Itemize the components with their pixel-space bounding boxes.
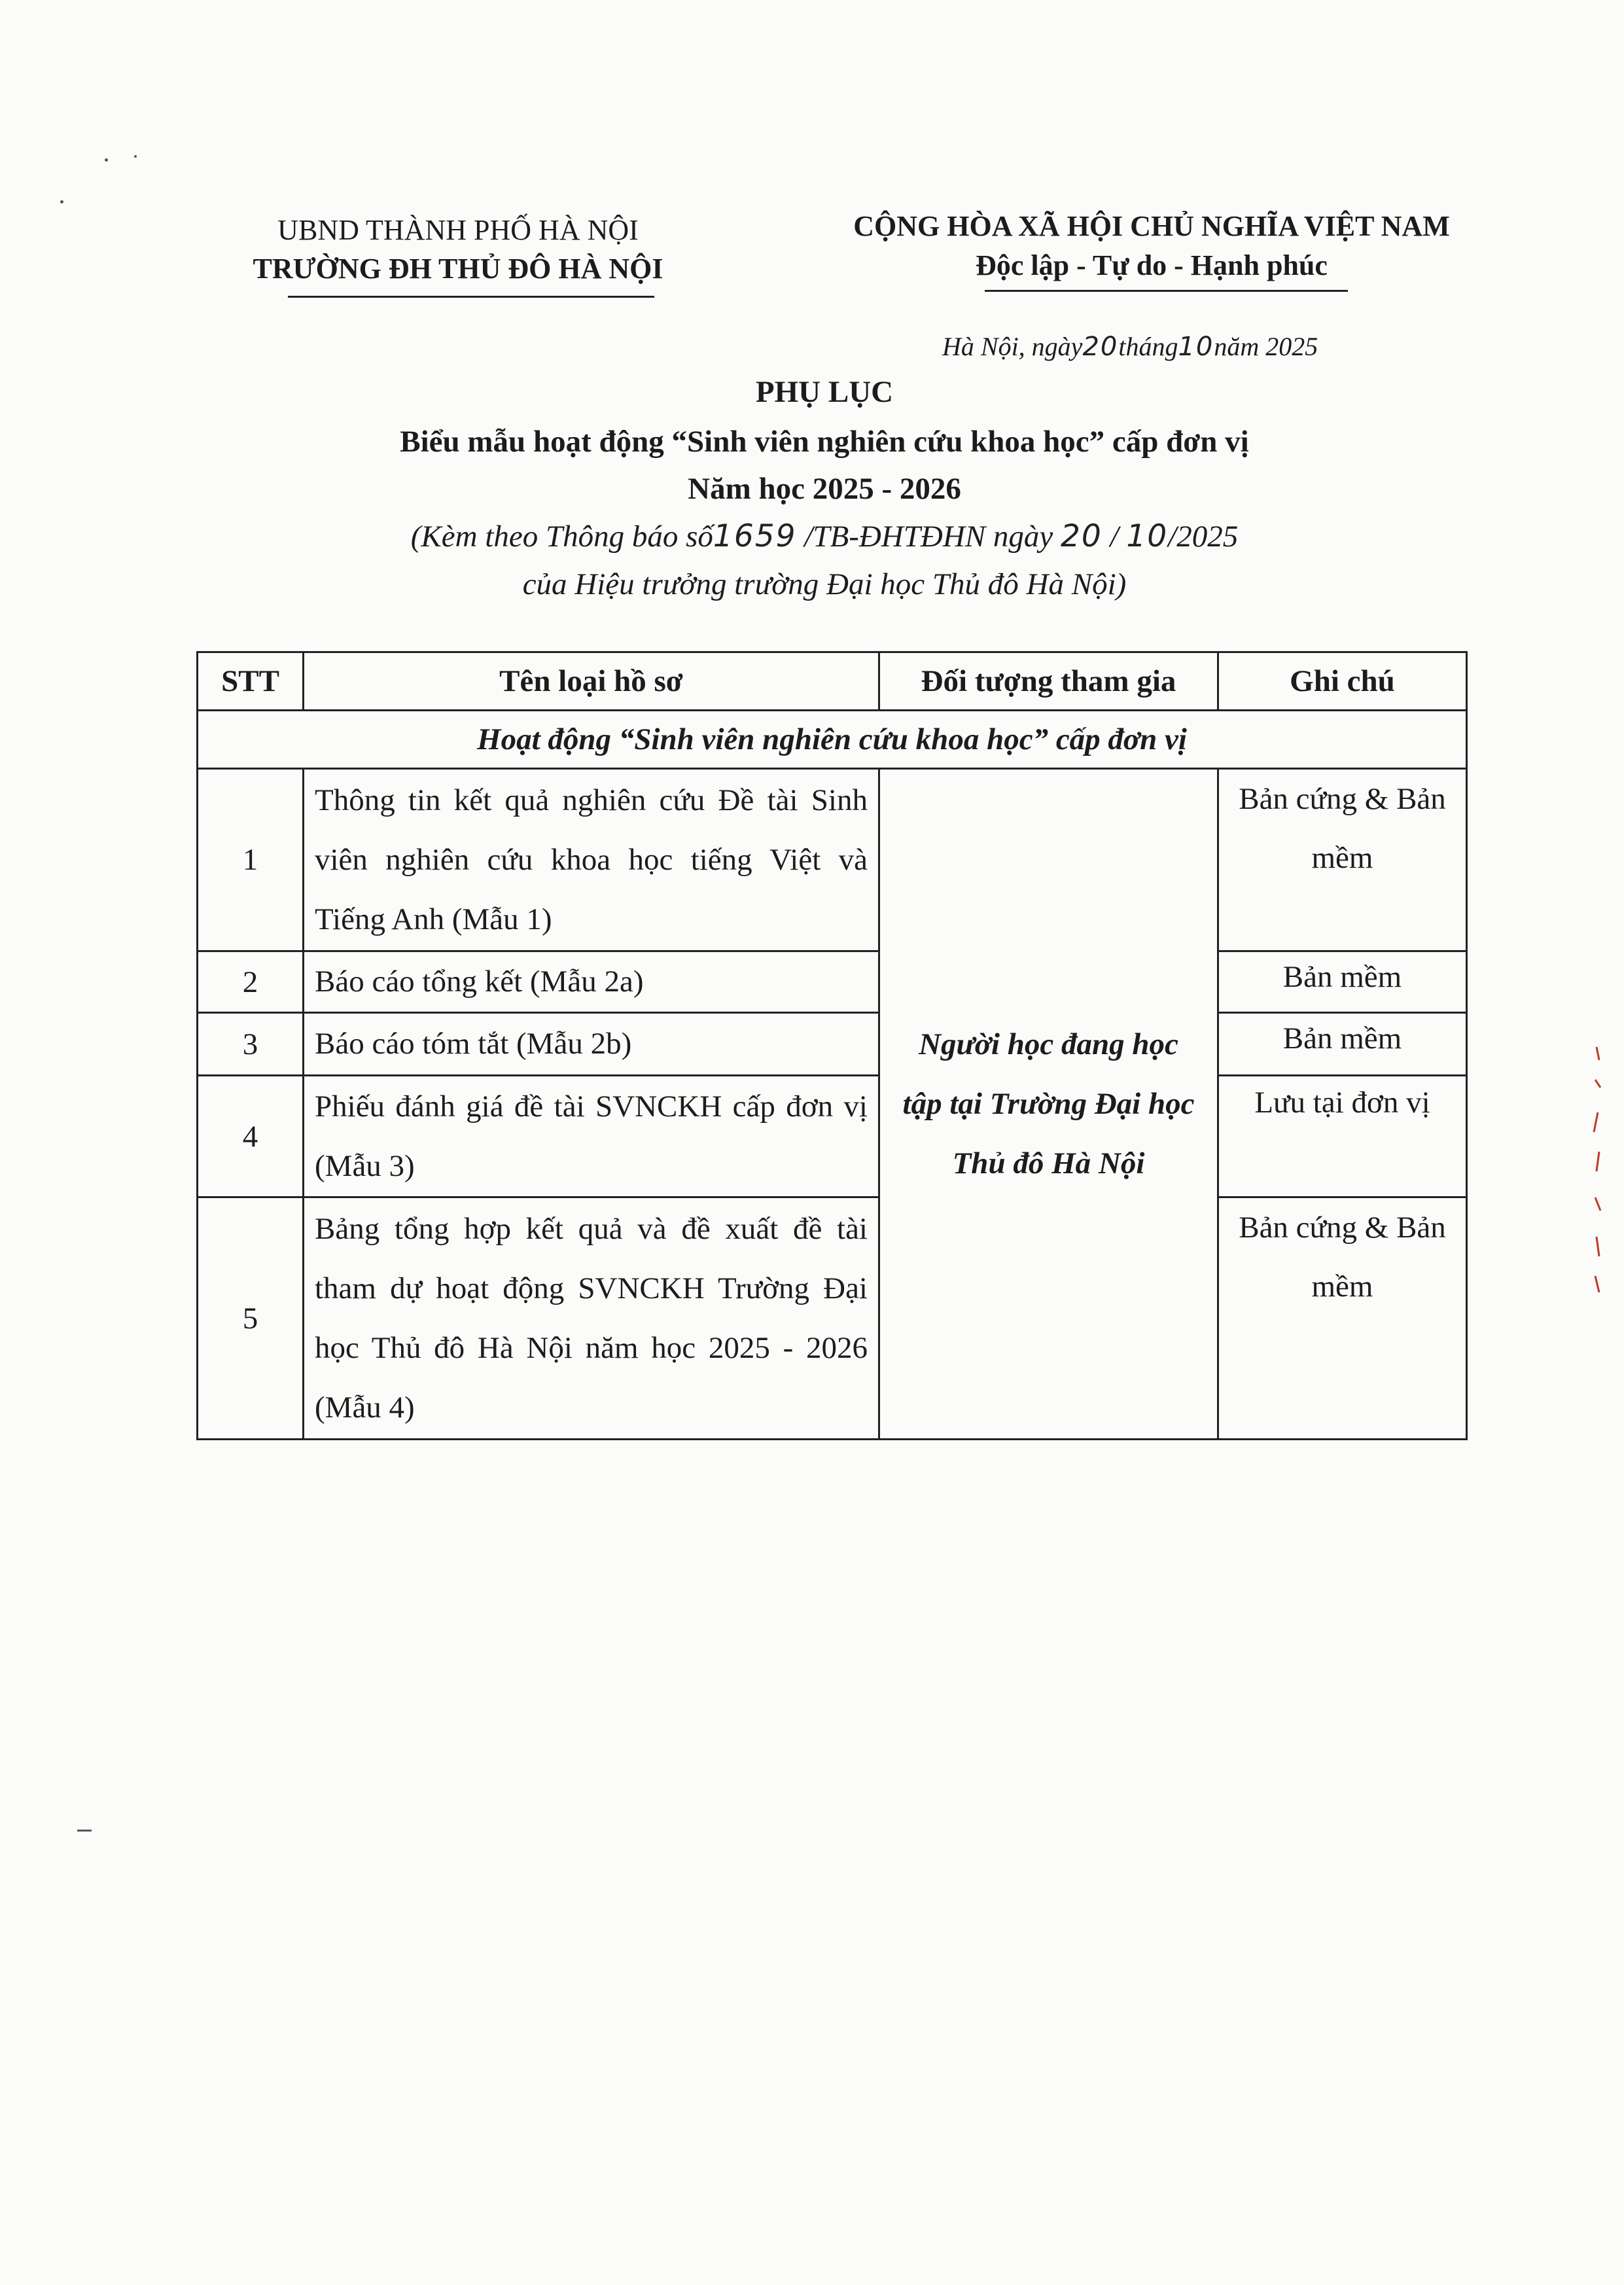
date-year-label: năm 2025: [1214, 332, 1318, 361]
section-row: [198, 711, 1467, 769]
header-left-underline: [288, 296, 654, 298]
header-name: Tên loại hồ sơ: [304, 652, 879, 711]
attachment-slash: /: [1110, 520, 1119, 554]
row-name: Phiếu đánh giá đề tài SVNCKH cấp đơn vị (Mẫu 3): [304, 1076, 879, 1197]
target-audience: Người học đang học tập tại Trường Đại học Thủ đô Hà Nội: [879, 769, 1218, 1440]
row-name: Báo cáo tóm tắt (Mẫu 2b): [304, 1013, 879, 1076]
row-note: Bản cứng & Bản mềm: [1218, 769, 1467, 951]
header-motto: Độc lập - Tự do - Hạnh phúc: [976, 249, 1328, 281]
row-stt: 5: [198, 1197, 304, 1440]
attachment-note: [0, 518, 1624, 554]
header-stt: STT: [198, 652, 304, 711]
row-note: Bản cứng & Bản mềm: [1218, 1197, 1467, 1440]
row-name: Thông tin kết quả nghiên cứu Đề tài Sinh viên nghiên cứu khoa học tiếng Việt và Tiếng Anh (Mẫu 1): [304, 769, 879, 951]
attachment-part3: /2025: [1168, 520, 1239, 554]
document-subtitle: Biểu mẫu hoạt động “Sinh viên nghiên cứu khoa học” cấp đơn vị: [400, 425, 1249, 459]
attachment-part1: (Kèm theo Thông báo số: [410, 520, 713, 554]
row-name: Báo cáo tổng kết (Mẫu 2a): [304, 951, 879, 1013]
header-right: [805, 206, 1498, 285]
table-header-row: [198, 652, 1467, 711]
attachment-issuer: của Hiệu trưởng trường Đại học Thủ đô Hà Nội): [522, 567, 1127, 601]
table-row: [198, 951, 1467, 1013]
row-note: Bản mềm: [1218, 951, 1467, 1013]
scan-speck: [60, 200, 63, 204]
table-row: [198, 769, 1467, 951]
date-line: [942, 331, 1318, 362]
red-stamp-edge-mark: [1583, 1040, 1606, 1296]
table-row: [198, 1197, 1467, 1440]
scan-speck: [105, 158, 108, 162]
header-right-underline: [985, 290, 1348, 292]
row-name: Bảng tổng hợp kết quả và đề xuất đề tài tham dự hoạt động SVNCKH Trường Đại học Thủ đô Hà Nội năm học 2025 - 2026 (Mẫu 4): [304, 1197, 879, 1440]
date-month-label: tháng: [1118, 332, 1178, 361]
date-day-handwritten: 20: [1082, 332, 1119, 362]
date-month-handwritten: 10: [1178, 332, 1214, 362]
header-authority: UBND THÀNH PHỐ HÀ NỘI: [277, 214, 639, 246]
document-title: PHỤ LỤC: [755, 375, 894, 409]
header-note: Ghi chú: [1218, 652, 1467, 711]
academic-year: Năm học 2025 - 2026: [688, 472, 961, 506]
header-left: [222, 211, 694, 288]
row-stt: 1: [198, 769, 304, 951]
attachment-part2: /TB-ĐHTĐHN ngày: [804, 520, 1053, 554]
header-school-name: TRƯỜNG ĐH THỦ ĐÔ HÀ NỘI: [253, 253, 663, 285]
table-row: [198, 1076, 1467, 1197]
attachment-number-handwritten: 1659: [713, 518, 797, 554]
table-row: [198, 1013, 1467, 1076]
section-title: Hoạt động “Sinh viên nghiên cứu khoa học” cấp đơn vị: [198, 711, 1467, 769]
forms-table: [196, 651, 1468, 1440]
attachment-month-handwritten: 10: [1126, 518, 1169, 554]
scan-speck: [134, 155, 137, 158]
row-note: Bản mềm: [1218, 1013, 1467, 1076]
scan-speck: [77, 1830, 92, 1832]
date-prefix: Hà Nội, ngày: [942, 332, 1083, 361]
row-stt: 2: [198, 951, 304, 1013]
header-national-title: CỘNG HÒA XÃ HỘI CHỦ NGHĨA VIỆT NAM: [853, 210, 1450, 242]
row-note: Lưu tại đơn vị: [1218, 1076, 1467, 1197]
attachment-day-handwritten: 20: [1060, 518, 1103, 554]
header-target: Đối tượng tham gia: [879, 652, 1218, 711]
row-stt: 3: [198, 1013, 304, 1076]
row-stt: 4: [198, 1076, 304, 1197]
